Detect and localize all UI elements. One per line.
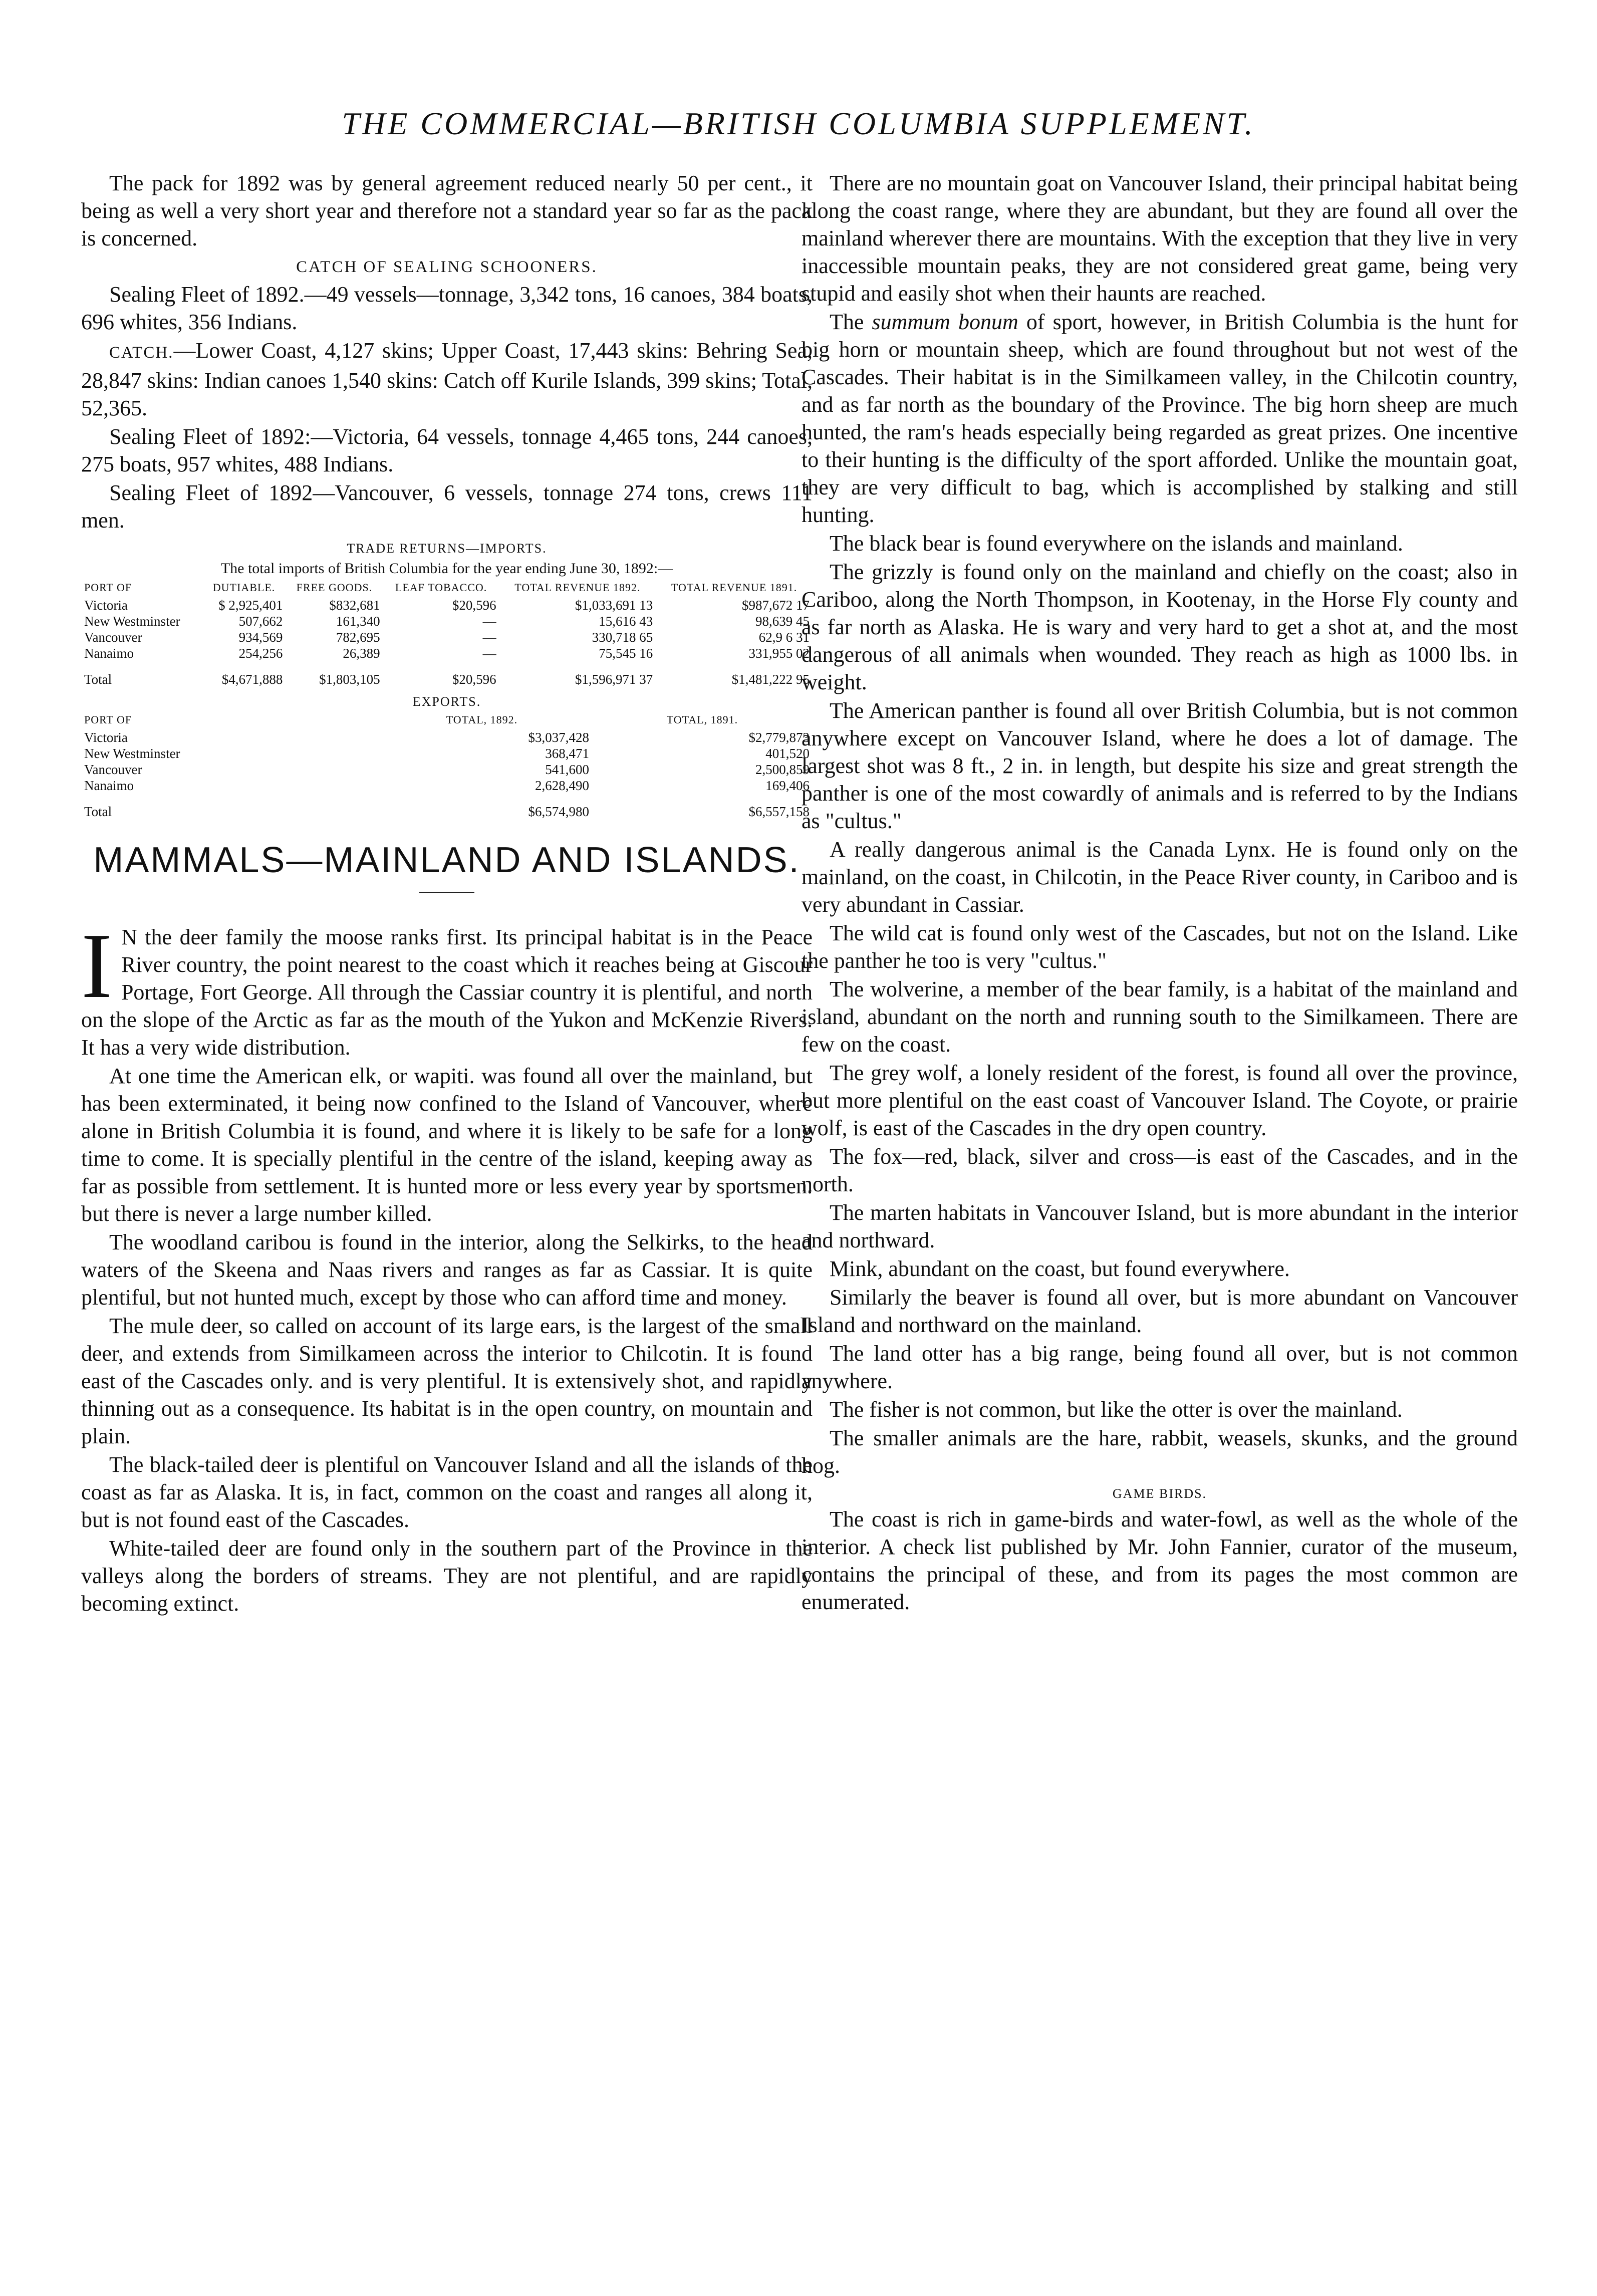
paragraph-fox: The fox—red, black, silver and cross—is east of the Cascades, and in the north.	[802, 1144, 1518, 1196]
port-cell: New Westminster	[84, 614, 180, 629]
value-cell: $ 2,925,401	[218, 598, 283, 613]
value-cell: 541,600	[545, 762, 589, 777]
port-cell: Nanaimo	[84, 646, 134, 661]
table-row	[81, 629, 813, 645]
exports-col-header: TOTAL, 1892.	[446, 713, 518, 726]
value-cell: $3,037,428	[528, 730, 589, 745]
paragraph-panther: The American panther is found all over British Columbia, but is not common anywhere except on Vancouver Island, where he does a lot of damage. The largest shot was 8 ft., 2 in. in length, but despite his size and great strength the panther is one of the most cowardly of animals and is referred to by the Indians as "cultus."	[802, 698, 1518, 833]
imports-table	[81, 581, 813, 687]
total-cell: $1,481,222 95	[731, 672, 810, 687]
value-cell: 169,406	[765, 778, 810, 793]
game-birds-heading: GAME BIRDS.	[1112, 1486, 1207, 1501]
value-cell: $832,681	[329, 598, 380, 613]
table-row	[81, 613, 813, 629]
value-cell: 782,695	[336, 630, 380, 645]
port-cell: Vancouver	[84, 762, 142, 777]
value-cell: 75,545 16	[599, 646, 653, 661]
drop-cap: I	[81, 914, 112, 1017]
total-cell: $1,596,971 37	[575, 672, 653, 687]
table-row	[81, 778, 813, 794]
port-cell: Victoria	[84, 598, 128, 613]
bighorn-emphasis: summum bonum	[872, 310, 1018, 334]
paragraph-wolverine: The wolverine, a member of the bear family, is a habitat of the mainland and island, abundant on the north and running south to the Similkameen. There are few on the coast.	[802, 977, 1518, 1057]
paragraph-wild-cat: The wild cat is found only west of the Cascades, but not on the Island. Like the panther he too is very "cultus."	[802, 921, 1518, 973]
paragraph-marten: The marten habitats in Vancouver Island, but is more abundant in the interior and northward.	[802, 1200, 1518, 1252]
total-cell: $6,557,158	[748, 804, 810, 819]
paragraph-grizzly: The grizzly is found only on the mainland and chiefly on the coast; also in Cariboo, along the North Thompson, in Kootenay, in the Horse Fly county and as far north as Alaska. He is wary and very hard to get a shot at, and the most dangerous of all animals when wounded. They reach as high as 1000 lbs. in weight.	[802, 560, 1518, 694]
paragraph-fleet-1892: Sealing Fleet of 1892.—49 vessels—tonnage, 3,342 tons, 16 canoes, 384 boats, 696 whites, 356 Indians.	[81, 282, 813, 334]
table-row	[81, 729, 813, 745]
value-cell: 2,500,859	[755, 762, 810, 777]
value-cell: 934,569	[238, 630, 283, 645]
port-cell: New Westminster	[84, 746, 180, 761]
imports-col-header: LEAF TOBACCO.	[395, 581, 487, 594]
total-cell: $4,671,888	[221, 672, 283, 687]
bighorn-text: of sport, however, in British Columbia is the hunt for big horn or mountain sheep, which are found throughout but not west of the Cascades. Their habitat is in the Similkameen valley, in the Chilcotin country, and as far north as the boundary of the Province. The big horn sheep are much hunted, the ram's heads especially being regarded as great prizes. One incentive to their hunting is the difficulty of the sport afforded. Unlike the mountain goat, they are very difficult to bag, which is accomplished by stalking and still hunting.	[802, 310, 1518, 527]
value-cell: 368,471	[545, 746, 589, 761]
total-label: Total	[84, 804, 112, 819]
paragraph-fleet-vancouver: Sealing Fleet of 1892—Vancouver, 6 vessels, tonnage 274 tons, crews 111 men.	[81, 480, 813, 533]
value-cell: —	[482, 646, 496, 661]
table-row	[81, 645, 813, 661]
exports-table	[81, 713, 813, 820]
value-cell: —	[482, 614, 496, 629]
value-cell: 330,718 65	[592, 630, 653, 645]
exports-total-row	[81, 794, 813, 820]
paragraph-fleet-victoria: Sealing Fleet of 1892:—Victoria, 64 vessels, tonnage 4,465 tons, 244 canoes, 275 boats, 957 whites, 488 Indians.	[81, 424, 813, 476]
port-cell: Nanaimo	[84, 778, 134, 793]
table-row	[81, 597, 813, 613]
paragraph-black-bear: The black bear is found everywhere on the islands and mainland.	[830, 531, 1403, 556]
right-column	[802, 169, 1518, 1617]
catch-label: CATCH.	[109, 344, 174, 362]
paragraph-mule-deer: The mule deer, so called on account of its large ears, is the largest of the small deer, and extends from Similkameen across the interior to Chilcotin. It is found east of the Cascades only. and is very plentiful. It is extensively shot, and rapidly thinning out as a consequence. Its habitat is in the open country, on mountain and plain.	[81, 1314, 813, 1448]
paragraph-moose	[81, 914, 813, 1061]
trade-heading: TRADE RETURNS—IMPORTS.	[347, 541, 547, 556]
value-cell: 254,256	[238, 646, 283, 661]
left-column	[81, 169, 813, 1618]
paragraph-pack: The pack for 1892 was by general agreement reduced nearly 50 per cent., it being as well a very short year and therefore not a standard year so far as the pack is concerned.	[81, 171, 813, 250]
paragraph-elk: At one time the American elk, or wapiti. was found all over the mainland, but has been exterminated, it being now confined to the Island of Vancouver, where alone in British Columbia it is found, and where it is likely to be safe for a long time to come. It is specially plentiful in the centre of the island, keeping away as far as possible from settlement. It is hunted more or less every year by sportsmen. but there is never a large number killed.	[81, 1064, 813, 1226]
paragraph-big-horn	[802, 308, 1518, 529]
paragraph-beaver: Similarly the beaver is found all over, but is more abundant on Vancouver Island and northward on the mainland.	[802, 1285, 1518, 1337]
exports-col-header: PORT OF	[84, 713, 132, 726]
value-cell: 62,9 6 31	[758, 630, 810, 645]
value-cell: $2,779,873	[748, 730, 810, 745]
title-rule	[419, 892, 474, 893]
value-cell: $1,033,691 13	[575, 598, 653, 613]
paragraph-white-tailed-deer: White-tailed deer are found only in the southern part of the Province in the valleys along the borders of streams. They are not plentiful, and are rapidly becoming extinct.	[81, 1536, 813, 1616]
imports-col-header: FREE GOODS.	[296, 581, 373, 594]
paragraph-catch	[81, 337, 813, 422]
exports-heading: EXPORTS.	[412, 694, 481, 709]
paragraph-mink: Mink, abundant on the coast, but found everywhere.	[830, 1256, 1290, 1281]
paragraph-game-birds: The coast is rich in game-birds and water-fowl, as well as the whole of the interior. A check list published by Mr. John Fannier, curator of the museum, contains the principal of these, and from its pages the most common are enumerated.	[802, 1507, 1518, 1614]
value-cell: $987,672 17	[742, 598, 810, 613]
paragraph-fisher: The fisher is not common, but like the otter is over the mainland.	[830, 1397, 1403, 1422]
catch-text: —Lower Coast, 4,127 skins; Upper Coast, 17,443 skins: Behring Sea, 28,847 skins: Indian canoes 1,540 skins: Catch off Kurile Islands, 399 skins; Total, 52,365.	[81, 338, 813, 420]
paragraph-mountain-goat: There are no mountain goat on Vancouver Island, their principal habitat being along the coast range, where they are abundant, but they are found all over the mainland wherever there are mountains. With the exception that they live in very inaccessible mountain peaks, they are not considered great game, being very stupid and easily shot when their haunts are reached.	[802, 171, 1518, 306]
paragraph-caribou: The woodland caribou is found in the interior, along the Selkirks, to the head waters of the Skeena and Naas rivers and ranges as far as Cassiar. It is quite plentiful, but not hunted much, except by those who can afford time and money.	[81, 1230, 813, 1310]
paragraph-black-tailed-deer: The black-tailed deer is plentiful on Vancouver Island and all the islands of the coast as far as Alaska. It is, in fact, common on the coast and ranges all along it, but is not found east of the Cascades.	[81, 1452, 813, 1532]
table-row	[81, 745, 813, 761]
value-cell: 507,662	[238, 614, 283, 629]
value-cell: —	[482, 630, 496, 645]
value-cell: 26,389	[343, 646, 380, 661]
total-cell: $6,574,980	[528, 804, 589, 819]
total-label: Total	[84, 672, 112, 687]
imports-col-header: PORT OF	[84, 581, 132, 594]
imports-col-header: TOTAL REVENUE 1891.	[671, 581, 797, 594]
port-cell: Vancouver	[84, 630, 142, 645]
value-cell: 98,639 45	[755, 614, 810, 629]
page-header: THE COMMERCIAL—BRITISH COLUMBIA SUPPLEMENT.	[342, 106, 1255, 141]
imports-total-row	[81, 661, 813, 687]
table-row	[81, 761, 813, 778]
catch-heading: CATCH OF SEALING SCHOONERS.	[296, 258, 598, 276]
value-cell: 401,520	[765, 746, 810, 761]
paragraph-wolf: The grey wolf, a lonely resident of the forest, is found all over the province, but more plentiful on the east coast of Vancouver Island. The Coyote, or prairie wolf, is east of the Cascades in the dry open country.	[802, 1061, 1518, 1140]
imports-col-header: DUTIABLE.	[212, 581, 276, 594]
port-cell: Victoria	[84, 730, 128, 745]
total-cell: $1,803,105	[319, 672, 380, 687]
value-cell: $20,596	[452, 598, 496, 613]
value-cell: 161,340	[336, 614, 380, 629]
total-cell: $20,596	[452, 672, 496, 687]
value-cell: 15,616 43	[599, 614, 653, 629]
value-cell: 2,628,490	[535, 778, 589, 793]
imports-header-row	[81, 581, 813, 597]
exports-header-row	[81, 713, 813, 729]
exports-col-header: TOTAL, 1891.	[666, 713, 738, 726]
paragraph-lynx: A really dangerous animal is the Canada Lynx. He is found only on the mainland, on the coast, in Chilcotin, in the Peace River county, in Cariboo and is very abundant in Cassiar.	[802, 837, 1518, 917]
moose-text: N the deer family the moose ranks first. Its principal habitat is in the Peace River country, the point nearest to the coast which it reaches being at Giscour Portage, Fort George. All through the Cassiar country it is plentiful, and north on the slope of the Arctic as far as the mouth of the Yukon and McKenzie Rivers. It has a very wide distribution.	[81, 925, 813, 1060]
imports-caption: The total imports of British Columbia for the year ending June 30, 1892:—	[220, 560, 673, 577]
paragraph-smaller-animals: The smaller animals are the hare, rabbit, weasels, skunks, and the ground hog.	[802, 1426, 1518, 1478]
paragraph-otter: The land otter has a big range, being found all over, but is not common anywhere.	[802, 1341, 1518, 1393]
bighorn-lead: The	[830, 310, 864, 334]
value-cell: 331,955 02	[748, 646, 810, 661]
section-title: MAMMALS—MAINLAND AND ISLANDS.	[93, 840, 801, 880]
imports-col-header: TOTAL REVENUE 1892.	[514, 581, 641, 594]
